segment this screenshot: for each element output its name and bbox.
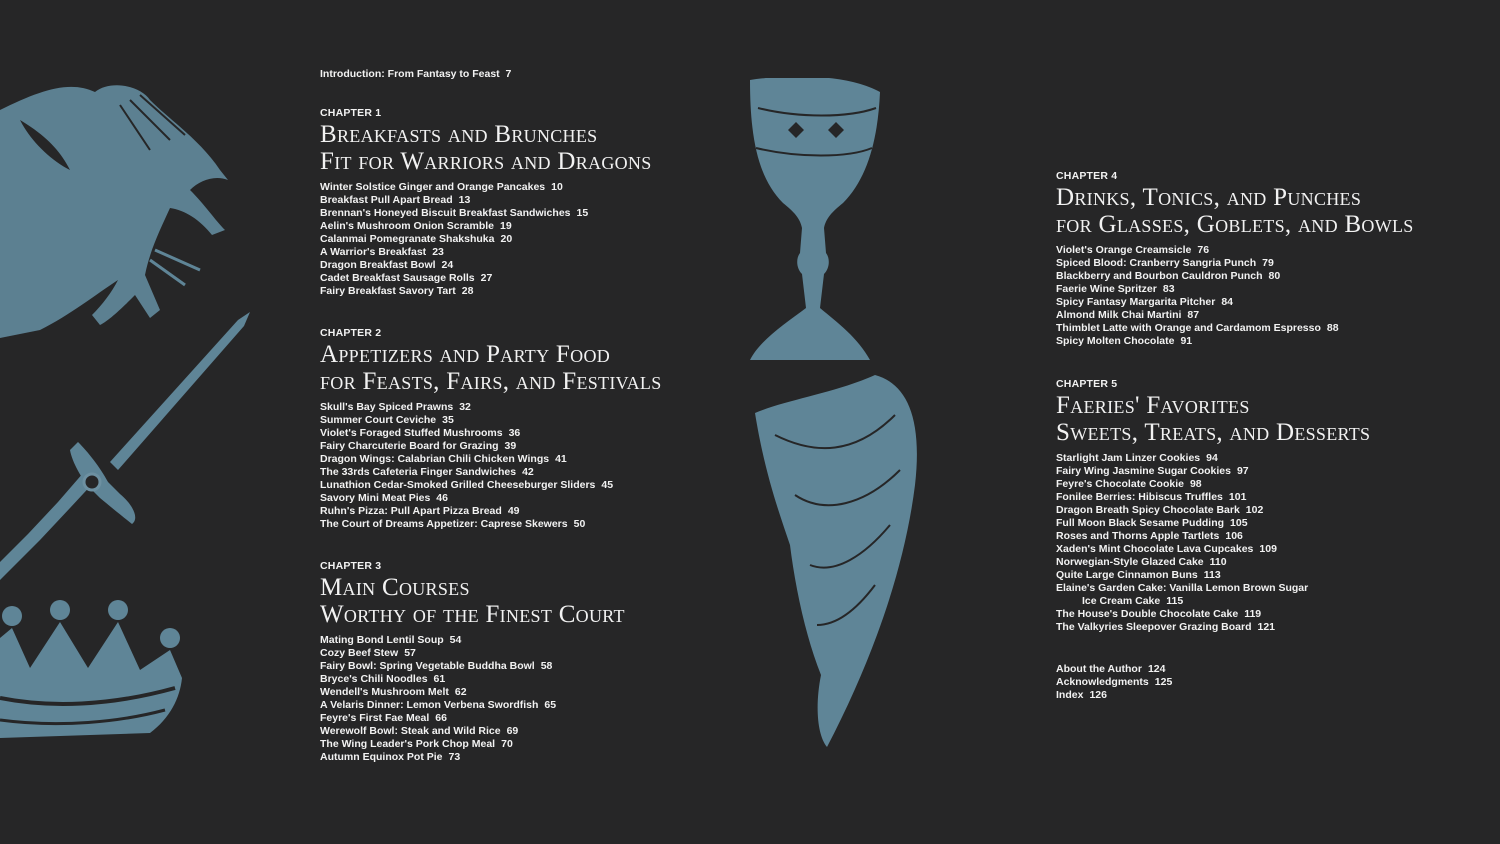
toc-entry-title: Starlight Jam Linzer Cookies [1056,452,1201,464]
toc-entry-title: Wendell's Mushroom Melt [320,686,449,698]
toc-entry[interactable] [320,246,652,259]
toc-entry-page: 87 [1187,309,1200,321]
toc-entry[interactable] [320,712,625,725]
toc-entry-title: Fairy Wing Jasmine Sugar Cookies [1056,465,1231,477]
toc-entry-page: 124 [1147,663,1166,675]
toc-entry-title: Cozy Beef Stew [320,647,399,659]
toc-entry-title: Breakfast Pull Apart Bread [320,194,453,206]
toc-entry[interactable] [320,492,662,505]
toc-entry-title: Quite Large Cinnamon Buns [1056,569,1198,581]
chapter-title-line1: Faeries' Favorites [1056,392,1250,419]
toc-entry[interactable] [1056,608,1370,621]
toc-entry-title: Fairy Breakfast Savory Tart [320,285,456,297]
chapter-title-line2: Worthy of the Finest Court [320,601,625,628]
toc-entry-title: Spicy Molten Chocolate [1056,335,1175,347]
toc-entry-page: 97 [1236,465,1249,477]
toc-entry[interactable] [320,220,652,233]
toc-entry-title: Savory Mini Meat Pies [320,492,431,504]
toc-entry[interactable] [320,414,662,427]
toc-entry[interactable] [320,660,625,673]
recipe-list [1056,452,1370,634]
toc-entry-title: Ice Cream Cake [1082,595,1161,607]
toc-entry[interactable] [320,427,662,440]
toc-entry[interactable] [1056,452,1370,465]
toc-entry-title: About the Author [1056,663,1142,675]
toc-entry-page: 28 [461,285,474,297]
toc-entry-page: 50 [573,518,586,530]
wing-illustration [755,375,930,755]
toc-entry-page: 83 [1162,283,1175,295]
toc-entry[interactable] [320,440,662,453]
toc-entry-title: Winter Solstice Ginger and Orange Pancakes [320,181,546,193]
toc-entry-title: Werewolf Bowl: Steak and Wild Rice [320,725,501,737]
toc-entry-page: 19 [500,220,512,232]
chapter-title[interactable] [320,121,652,175]
toc-entry[interactable] [1056,283,1414,296]
toc-entry[interactable] [320,673,625,686]
toc-entry-title: Index [1056,689,1084,701]
toc-entry-title: Bryce's Chili Noodles [320,673,428,685]
toc-entry-title: Calanmai Pomegranate Shakshuka [320,233,495,245]
toc-entry-page: 121 [1257,621,1276,633]
toc-entry-title: The Valkyries Sleepover Grazing Board [1056,621,1252,633]
toc-entry-page: 73 [448,751,461,763]
toc-entry-page: 41 [555,453,567,465]
chapter-title[interactable] [320,574,625,628]
toc-entry-title: Aelin's Mushroom Onion Scramble [320,220,495,232]
toc-entry[interactable] [1056,530,1370,543]
back-matter-list [1056,663,1172,702]
toc-entry[interactable] [1056,543,1370,556]
toc-entry-title: Almond Milk Chai Martini [1056,309,1182,321]
toc-entry-title: Full Moon Black Sesame Pudding [1056,517,1225,529]
chapter-label: CHAPTER 1 [320,107,382,119]
toc-entry-title: Roses and Thorns Apple Tartlets [1056,530,1220,542]
chapter-label: CHAPTER 4 [1056,170,1118,182]
goblet-illustration [748,78,888,368]
toc-entry-title: A Warrior's Breakfast [320,246,427,258]
toc-entry-page: 98 [1189,478,1202,490]
chapter-title[interactable] [320,341,662,395]
toc-entry-page: 101 [1228,491,1247,503]
toc-entry[interactable] [320,453,662,466]
toc-entry-title: Summer Court Ceviche [320,414,437,426]
toc-entry[interactable] [320,699,625,712]
toc-intro[interactable] [320,68,511,80]
toc-entry-page: 126 [1089,689,1107,701]
toc-entry[interactable] [320,401,662,414]
toc-entry-title: Spicy Fantasy Margarita Pitcher [1056,296,1216,308]
toc-entry[interactable] [1056,595,1370,608]
toc-entry-page: 109 [1259,543,1277,555]
chapter-1 [320,107,652,298]
toc-entry[interactable] [1056,465,1370,478]
toc-entry[interactable] [1056,244,1414,257]
toc-entry-title: A Velaris Dinner: Lemon Verbena Swordfish [320,699,539,711]
toc-entry-title: Brennan's Honeyed Biscuit Breakfast Sandwiches [320,207,571,219]
toc-entry-page: 70 [501,738,513,750]
toc-entry-title: Violet's Orange Creamsicle [1056,244,1192,256]
toc-entry[interactable] [320,479,662,492]
toc-entry[interactable] [1056,322,1414,335]
toc-entry[interactable] [320,181,652,194]
toc-entry-title: Cadet Breakfast Sausage Rolls [320,272,475,284]
toc-entry[interactable] [1056,335,1414,348]
toc-entry[interactable] [320,518,662,531]
chapter-3 [320,560,625,764]
toc-entry[interactable] [1056,478,1370,491]
toc-entry-title: The Court of Dreams Appetizer: Caprese Skewers [320,518,568,530]
toc-entry[interactable] [1056,663,1172,676]
toc-entry-page: 32 [459,401,471,413]
toc-entry[interactable] [320,505,662,518]
toc-entry-page: 88 [1326,322,1339,334]
toc-entry-page: 13 [458,194,471,206]
toc-entry[interactable] [320,725,625,738]
toc-entry[interactable] [1056,582,1370,595]
toc-entry[interactable] [1056,689,1172,702]
toc-entry[interactable] [320,647,625,660]
toc-entry-page: 49 [507,505,520,517]
toc-entry-title: Blackberry and Bourbon Cauldron Punch [1056,270,1263,282]
crown-illustration [0,598,190,758]
intro-label: Introduction: From Fantasy to Feast [320,68,500,80]
toc-entry-page: 46 [436,492,448,504]
chapter-4 [1056,170,1414,348]
toc-entry-title: Skull's Bay Spiced Prawns [320,401,454,413]
toc-entry-title: Fairy Charcuterie Board for Grazing [320,440,499,452]
toc-entry-title: Autumn Equinox Pot Pie [320,751,443,763]
recipe-list [320,634,625,764]
intro-page: 7 [505,68,512,80]
toc-entry[interactable] [1056,257,1414,270]
toc-entry-title: The Wing Leader's Pork Chop Meal [320,738,496,750]
toc-entry-page: 105 [1230,517,1248,529]
toc-entry[interactable] [1056,296,1414,309]
toc-entry[interactable] [1056,517,1370,530]
toc-entry-page: 15 [576,207,589,219]
toc-entry[interactable] [320,207,652,220]
toc-entry-page: 45 [601,479,614,491]
toc-entry[interactable] [1056,504,1370,517]
toc-entry-title: Violet's Foraged Stuffed Mushrooms [320,427,503,439]
toc-entry-page: 39 [504,440,517,452]
chapter-title[interactable] [1056,184,1414,238]
dragon-illustration [0,80,240,340]
toc-entry-page: 119 [1244,608,1262,620]
toc-entry-page: 125 [1154,676,1173,688]
toc-entry-page: 35 [442,414,454,426]
toc-entry-title: The House's Double Chocolate Cake [1056,608,1239,620]
toc-entry-title: Mating Bond Lentil Soup [320,634,444,646]
toc-entry-page: 91 [1180,335,1193,347]
toc-entry-title: Spiced Blood: Cranberry Sangria Punch [1056,257,1257,269]
chapter-title-line2: Sweets, Treats, and Desserts [1056,419,1371,446]
toc-entry[interactable] [1056,309,1414,322]
chapter-label: CHAPTER 3 [320,560,382,572]
toc-entry[interactable] [1056,270,1414,283]
chapter-title-line2: for Feasts, Fairs, and Festivals [320,368,662,395]
toc-entry-title: The 33rds Cafeteria Finger Sandwiches [320,466,517,478]
toc-entry-page: 27 [480,272,493,284]
toc-entry[interactable] [320,466,662,479]
toc-entry-title: Dragon Breath Spicy Chocolate Bark [1056,504,1240,516]
toc-entry-title: Faerie Wine Spritzer [1056,283,1157,295]
recipe-list [320,181,652,298]
back-matter [1056,657,1172,702]
toc-entry-page: 94 [1206,452,1218,464]
toc-entry-title: Fonilee Berries: Hibiscus Truffles [1056,491,1223,503]
toc-entry-title: Dragon Breakfast Bowl [320,259,436,271]
toc-entry[interactable] [1056,621,1370,634]
toc-entry[interactable] [320,233,652,246]
toc-entry-page: 80 [1268,270,1281,282]
toc-entry-title: Dragon Wings: Calabrian Chili Chicken Wings [320,453,550,465]
toc-entry-title: Feyre's Chocolate Cookie [1056,478,1184,490]
toc-entry-title: Feyre's First Fae Meal [320,712,430,724]
toc-entry-title: Ruhn's Pizza: Pull Apart Pizza Bread [320,505,502,517]
toc-entry[interactable] [320,272,652,285]
chapter-title-line1: Appetizers and Party Food [320,341,611,368]
toc-entry-title: Lunathion Cedar-Smoked Grilled Cheeseburger Sliders [320,479,596,491]
chapter-5 [1056,378,1370,634]
toc-entry[interactable] [320,738,625,751]
chapter-title-line2: Fit for Warriors and Dragons [320,148,652,175]
toc-entry-page: 61 [433,673,446,685]
toc-entry-title: Fairy Bowl: Spring Vegetable Buddha Bowl [320,660,535,672]
toc-entry-page: 84 [1221,296,1233,308]
chapter-title-line2: for Glasses, Goblets, and Bowls [1056,211,1414,238]
toc-entry-page: 102 [1245,504,1264,516]
toc-entry-page: 54 [449,634,462,646]
sword-illustration [0,312,255,582]
toc-entry-page: 42 [522,466,534,478]
recipe-list [1056,244,1414,348]
toc-entry-title: Acknowledgments [1056,676,1149,688]
toc-entry-title: Norwegian-Style Glazed Cake [1056,556,1204,568]
toc-entry-page: 36 [508,427,521,439]
toc-entry-page: 79 [1262,257,1274,269]
toc-entry-page: 62 [454,686,467,698]
toc-entry[interactable] [320,259,652,272]
chapter-title-line1: Breakfasts and Brunches [320,121,598,148]
toc-entry-page: 110 [1209,556,1227,568]
toc-entry[interactable] [320,686,625,699]
toc-entry-title: Xaden's Mint Chocolate Lava Cupcakes [1056,543,1254,555]
toc-entry-page: 58 [540,660,553,672]
chapter-label: CHAPTER 2 [320,327,382,339]
toc-entry-page: 66 [435,712,447,724]
toc-entry[interactable] [320,634,625,647]
toc-entry-page: 57 [404,647,416,659]
toc-entry-page: 113 [1203,569,1221,581]
toc-entry-page: 106 [1225,530,1243,542]
toc-entry-title: Elaine's Garden Cake: Vanilla Lemon Brown Sugar [1056,582,1309,594]
toc-entry-page: 10 [551,181,563,193]
toc-entry[interactable] [1056,569,1370,582]
chapter-title-line1: Main Courses [320,574,470,601]
toc-entry[interactable] [1056,491,1370,504]
toc-entry-page: 76 [1197,244,1210,256]
recipe-list [320,401,662,531]
toc-entry-page: 69 [506,725,519,737]
toc-entry-page: 20 [500,233,513,245]
toc-entry[interactable] [320,285,652,298]
toc-entry-title: Thimblet Latte with Orange and Cardamom Espresso [1056,322,1321,334]
toc-entry[interactable] [320,194,652,207]
toc-entry-page: 24 [441,259,454,271]
toc-entry-page: 115 [1166,595,1184,607]
chapter-title-line1: Drinks, Tonics, and Punches [1056,184,1362,211]
chapter-title[interactable] [1056,392,1370,446]
chapter-2 [320,327,662,531]
toc-entry[interactable] [1056,556,1370,569]
toc-entry-page: 65 [544,699,557,711]
chapter-label: CHAPTER 5 [1056,378,1118,390]
toc-entry-page: 23 [432,246,444,258]
toc-entry[interactable] [320,751,625,764]
toc-entry[interactable] [1056,676,1172,689]
